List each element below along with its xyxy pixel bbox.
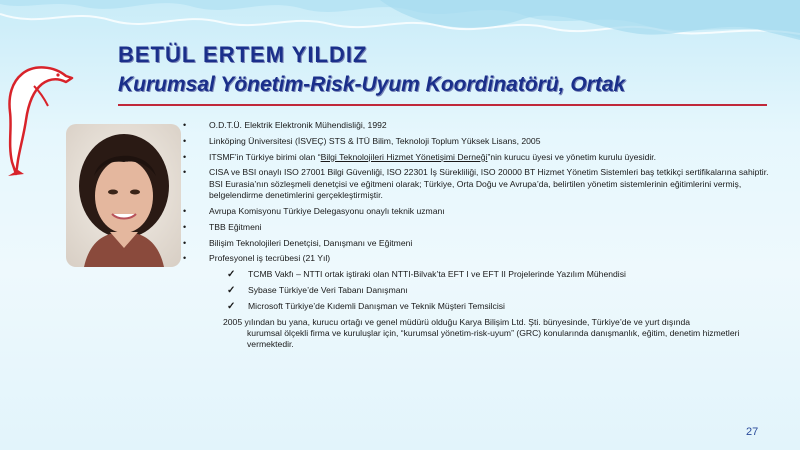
list-item xyxy=(178,222,778,233)
list-item xyxy=(178,152,778,163)
bullet-icon: • xyxy=(183,206,187,216)
list-item xyxy=(178,238,778,249)
person-name: BETÜL ERTEM YILDIZ xyxy=(118,42,368,67)
person-role: Kurumsal Yönetim-Risk-Uyum Koordinatörü, Ortak xyxy=(118,73,626,96)
current-role-lead: 2005 yılından bu yana, kurucu ortağı ve genel müdürü olduğu Karya Bilişim Ltd. Şti. bünyesinde, Türkiye’de ve yurt dışında xyxy=(223,316,691,327)
bullet-icon: • xyxy=(183,167,187,178)
bullet-icon: • xyxy=(183,253,187,264)
checkmark-icon: ✓ xyxy=(227,300,236,312)
list-item-text: O.D.T.Ü. Elektrik Elektronik Mühendisliği, 1992 xyxy=(209,120,387,130)
bullet-icon: • xyxy=(183,120,187,130)
experience-item xyxy=(178,301,778,312)
bullet-icon: • xyxy=(183,151,187,162)
experience-item xyxy=(178,285,778,296)
dolphin-logo-icon xyxy=(4,62,74,177)
experience-item xyxy=(178,269,778,280)
bullet-icon: • xyxy=(183,221,187,232)
list-item-text: CISA ve BSI onaylı ISO 27001 Bilgi Güvenliği, ISO 22301 İş Sürekliliği, ISO 20000 BT Hizmet Yönetim Sistemleri baş tetkikçi sertifikalarına sahiptir. BSI Eurasia’nın sözleşmeli denetçisi ve eğitmeni olarak; Türkiye, Orta Doğu ve Avrupa’da, belirtilen yönetim sistemlerinin eğitimlerini vermiş, belgelendirme denetimlerini gerçekleştirmiştir. xyxy=(209,167,769,201)
list-item-text: Linköping Üniversitesi (İSVEÇ) STS & İTÜ Bilim, Teknoloji Toplum Yüksek Lisans, 2005 xyxy=(209,135,541,146)
list-item xyxy=(178,167,778,201)
experience-text: Microsoft Türkiye’de Kıdemli Danışman ve Teknik Müşteri Temsilcisi xyxy=(248,300,505,311)
association-link[interactable]: Bilgi Teknolojileri Hizmet Yönetişimi Derneği xyxy=(320,151,488,162)
checkmark-icon: ✓ xyxy=(227,284,236,296)
list-item xyxy=(178,253,778,264)
page-number: 27 xyxy=(746,426,759,438)
current-role-paragraph xyxy=(178,317,778,351)
list-item xyxy=(178,136,778,147)
list-item-text: TBB Eğitmeni xyxy=(209,221,262,232)
experience-text: Sybase Türkiye’de Veri Tabanı Danışmanı xyxy=(248,284,408,295)
experience-text: TCMB Vakfı – NTTI ortak iştiraki olan NTTI-Bilvak’ta EFT I ve EFT II Projelerinde Yazılım Mühendisi xyxy=(248,269,626,280)
profile-photo xyxy=(66,124,181,267)
title-underline xyxy=(118,104,767,106)
list-item xyxy=(178,206,778,217)
list-item-text: Profesyonel iş tecrübesi (21 Yıl) xyxy=(209,253,331,264)
list-item xyxy=(178,120,778,131)
bullet-icon: • xyxy=(183,135,187,146)
bio-content xyxy=(178,120,778,351)
list-item-text-pre: ITSMF’in Türkiye birimi olan “ xyxy=(209,151,321,162)
list-item-text: Bilişim Teknolojileri Denetçisi, Danışmanı ve Eğitmeni xyxy=(209,237,413,248)
current-role-body: kurumsal ölçekli firma ve kuruluşlar için, “kurumsal yönetim-risk-uyum” (GRC) konularında danışmanlık, eğitim, denetim hizmetleri vermektedir. xyxy=(247,327,740,350)
checkmark-icon: ✓ xyxy=(227,269,236,281)
bullet-icon: • xyxy=(183,237,187,248)
list-item-text-post: ”nin kurucu üyesi ve yönetim kurulu üyesidir. xyxy=(487,151,657,162)
list-item-text: Avrupa Komisyonu Türkiye Delegasyonu onaylı teknik uzmanı xyxy=(209,206,445,216)
